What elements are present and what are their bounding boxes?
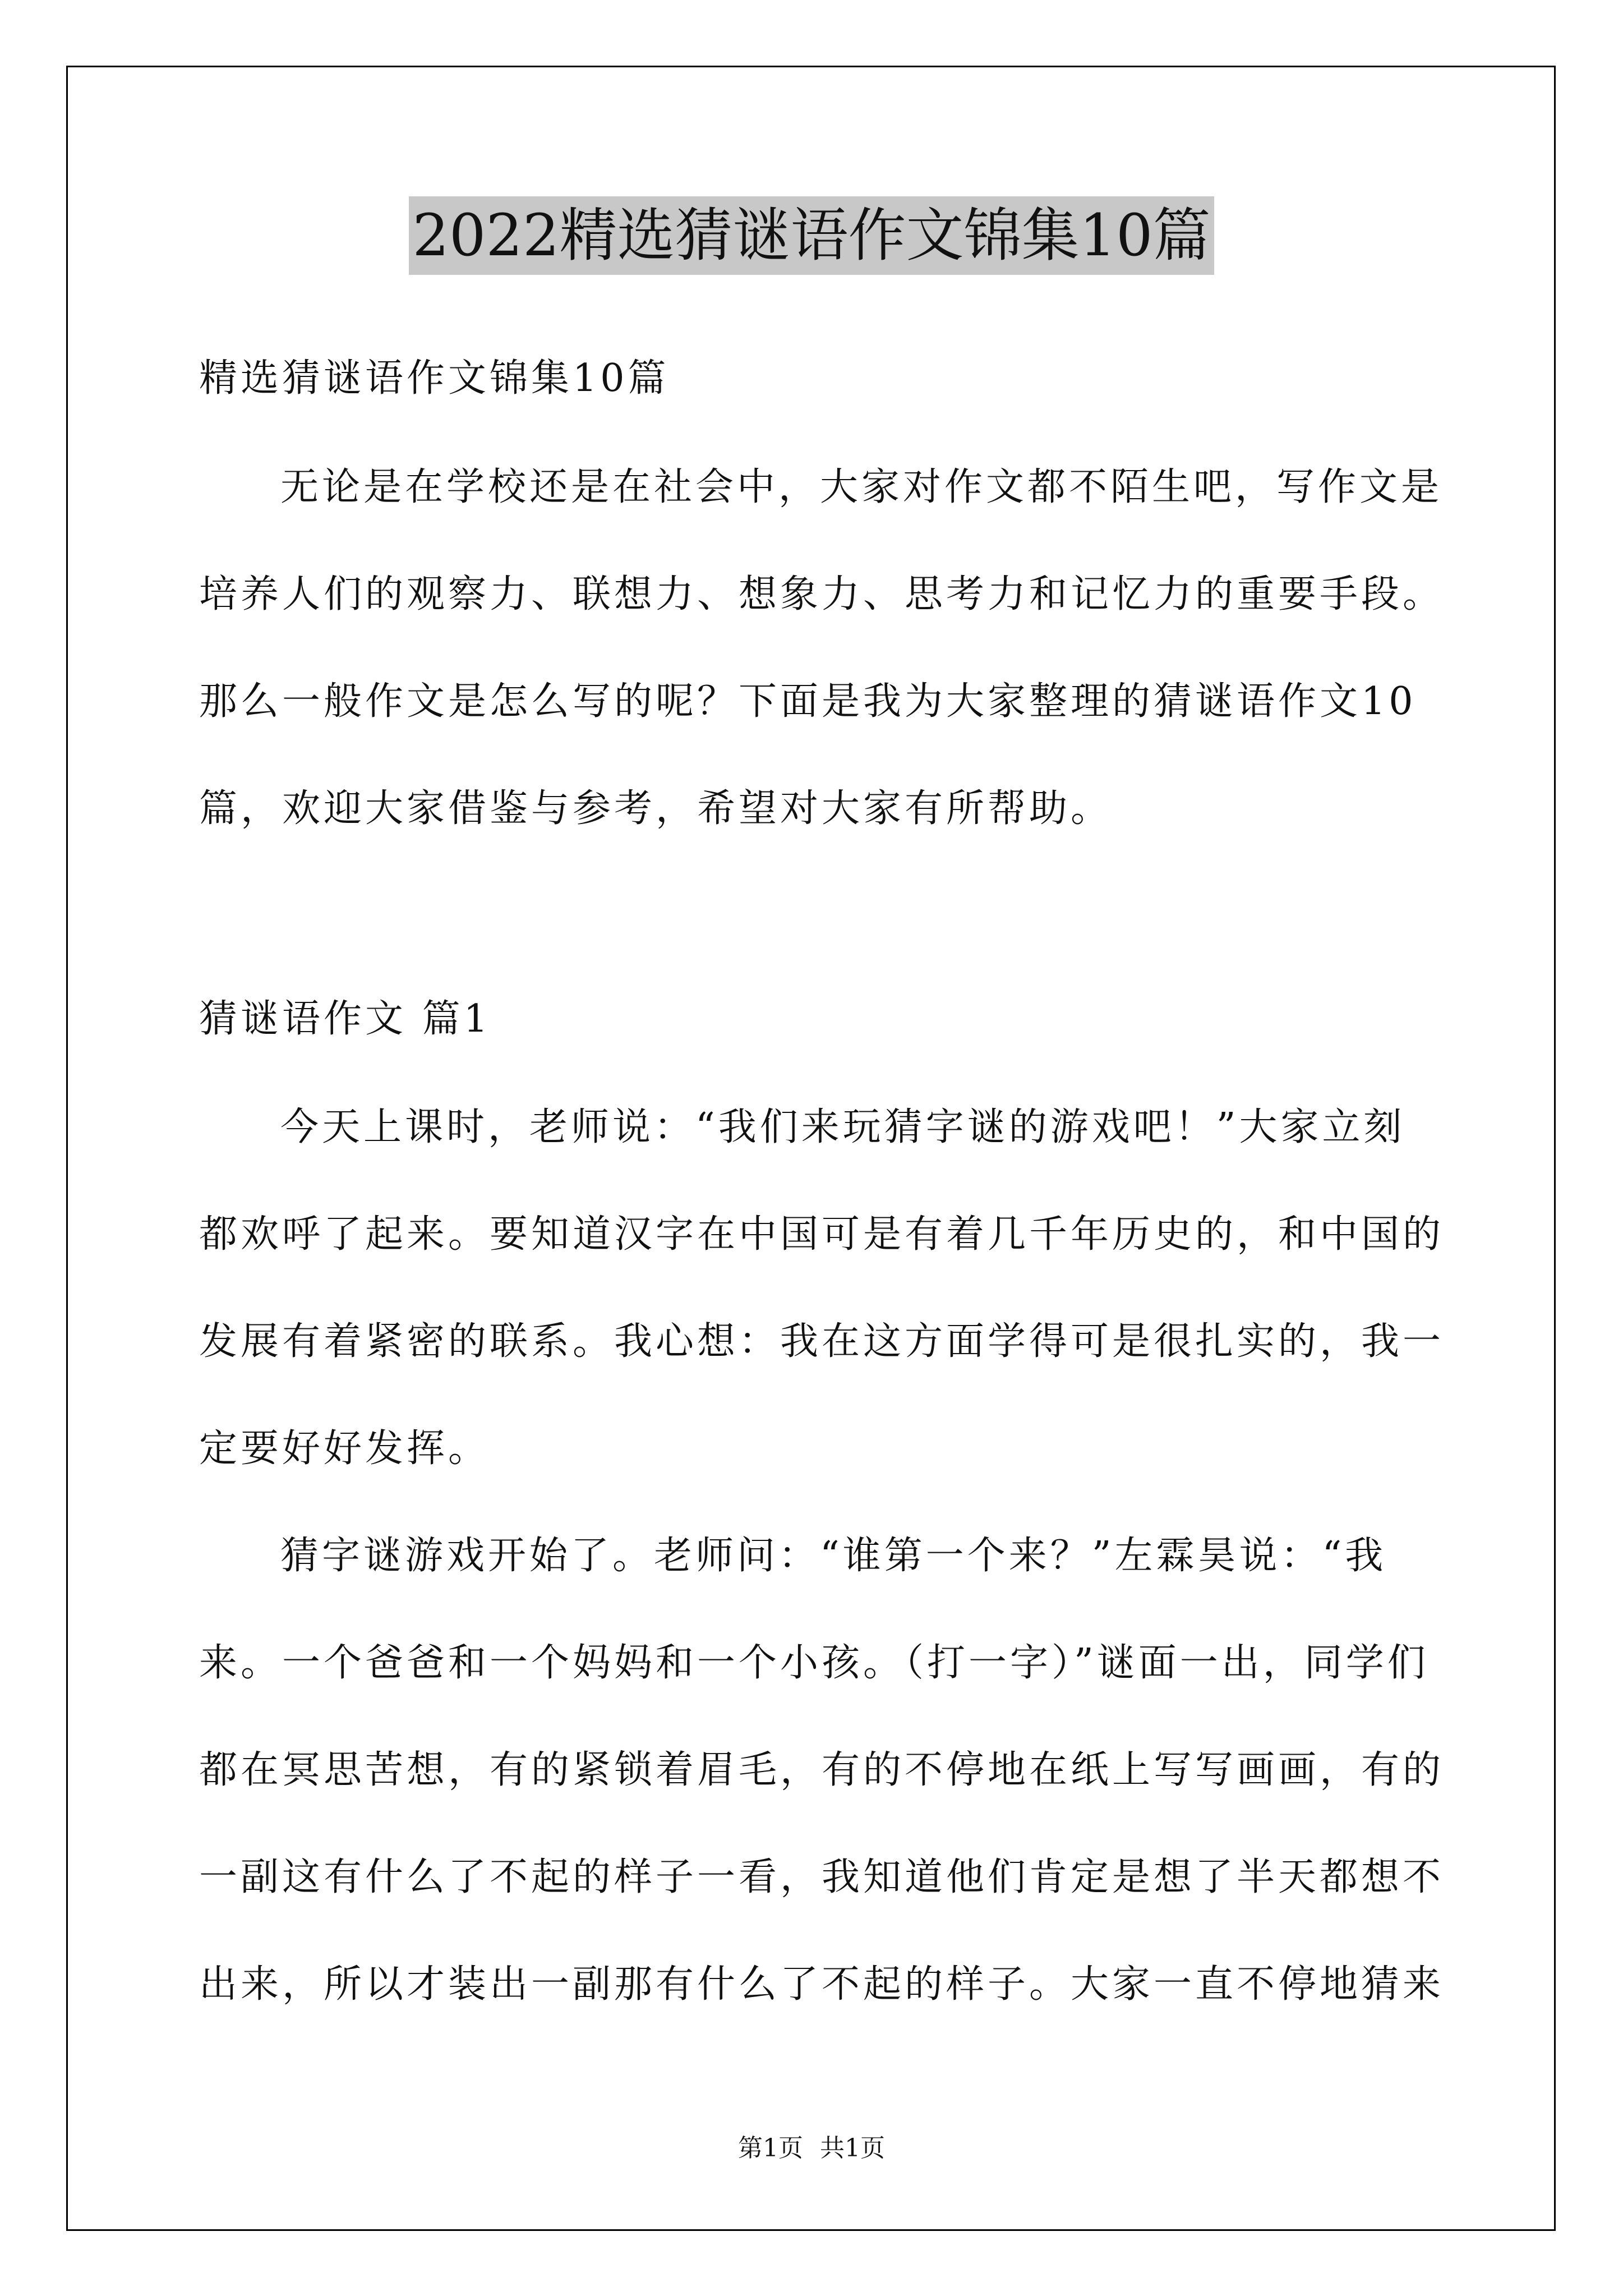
paragraph1-line-2: 都欢呼了起来。要知道汉字在中国可是有着几千年历史的，和中国的 bbox=[199, 1212, 1445, 1257]
intro-line-2: 培养人们的观察力、联想力、想象力、思考力和记忆力的重要手段。 bbox=[199, 572, 1445, 616]
paragraph1-line-3: 发展有着紧密的联系。我心想：我在这方面学得可是很扎实的，我一 bbox=[199, 1319, 1445, 1364]
intro-line-1: 无论是在学校还是在社会中，大家对作文都不陌生吧，写作文是 bbox=[280, 465, 1443, 509]
paragraph2-line-2: 来。一个爸爸和一个妈妈和一个小孩。（打一字）”谜面一出，同学们 bbox=[199, 1641, 1429, 1685]
paragraph2-line-3: 都在冥思苦想，有的紧锁着眉毛，有的不停地在纸上写写画画，有的 bbox=[199, 1748, 1445, 1792]
paragraph2-line-1: 猜字谜游戏开始了。老师问：“谁第一个来？”左霖昊说：“我 bbox=[280, 1534, 1387, 1578]
paragraph1-line-4: 定要好好发挥。 bbox=[199, 1427, 490, 1471]
paragraph2-line-4: 一副这有什么了不起的样子一看，我知道他们肯定是想了半天都想不 bbox=[199, 1855, 1445, 1899]
document-subtitle: 精选猜谜语作文锦集10篇 bbox=[199, 356, 670, 401]
document-title bbox=[0, 196, 1623, 275]
page-footer: 第1页 共1页 bbox=[738, 2134, 885, 2162]
paragraph1-line-1: 今天上课时，老师说：“我们来玩猜字谜的游戏吧！”大家立刻 bbox=[280, 1105, 1405, 1149]
paragraph2-line-5: 出来，所以才装出一副那有什么了不起的样子。大家一直不停地猜来 bbox=[199, 1962, 1445, 2007]
intro-line-3: 那么一般作文是怎么写的呢？下面是我为大家整理的猜谜语作文10 bbox=[199, 679, 1417, 724]
intro-line-4: 篇，欢迎大家借鉴与参考，希望对大家有所帮助。 bbox=[199, 786, 1113, 831]
document-title-text: 2022精选猜谜语作文锦集10篇 bbox=[409, 196, 1214, 275]
section-heading: 猜谜语作文 篇1 bbox=[199, 997, 491, 1041]
